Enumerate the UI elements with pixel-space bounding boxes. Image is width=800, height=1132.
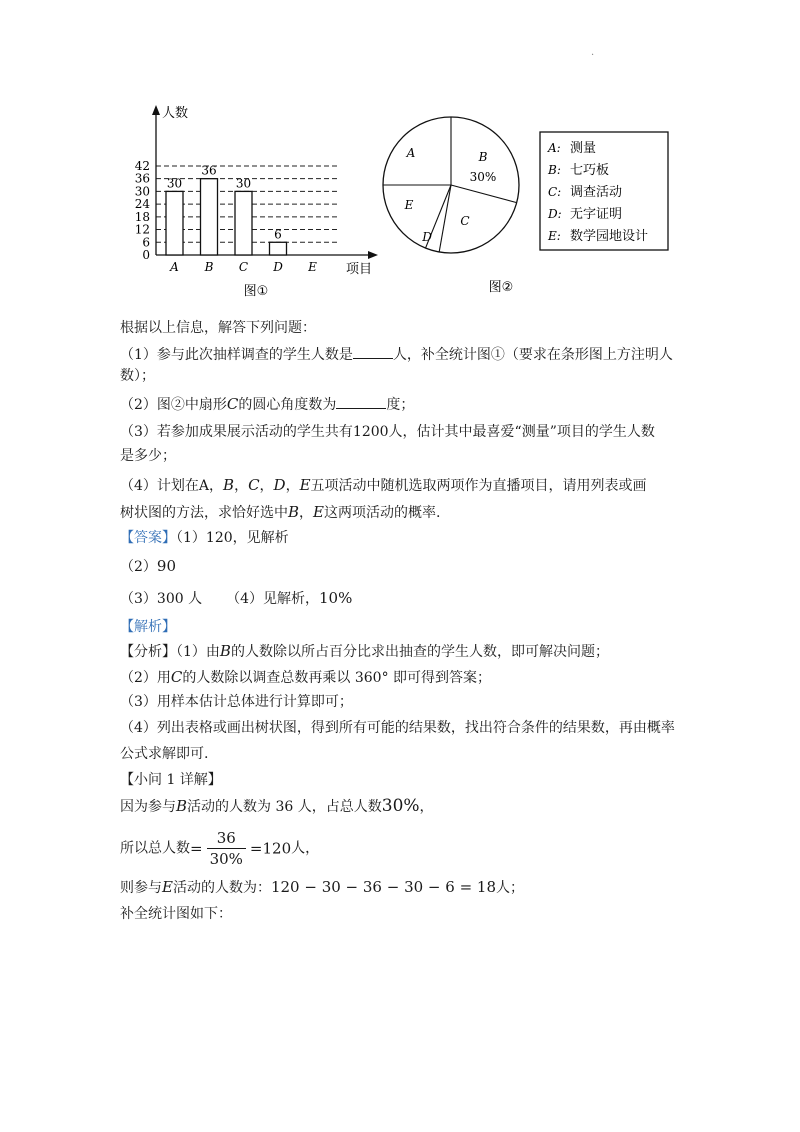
x-tick-label: A — [170, 260, 179, 274]
legend-text: 调查活动 — [570, 185, 623, 200]
legend-text: 数学园地设计 — [570, 229, 649, 244]
legend-key: D: — [548, 207, 562, 221]
answer-blank-1 — [353, 344, 393, 359]
question-3-cont: 是多少； — [120, 448, 176, 464]
y-tick-label: 36 — [134, 171, 150, 186]
analysis-4: （4）列出表格或画出树状图，得到所有可能的结果数，找出符合条件的结果数，再由概率 — [120, 720, 675, 736]
question-3: （3）若参加成果展示活动的学生共有1200人，估计其中最喜爱“测量”项目的学生人数 — [120, 424, 655, 440]
question-2: （2）图②中扇形C的圆心角度数为 度； — [120, 395, 415, 413]
x-tick-label: D — [273, 260, 283, 274]
detail-1: 因为参与B活动的人数为 36 人，占总人数30%， — [120, 796, 434, 816]
answer-3-4: （3）300 人 （4）见解析，10% — [120, 589, 353, 607]
pie-slice-label: B — [478, 150, 488, 164]
pie-percent-label: 30% — [469, 170, 497, 184]
y-axis-title: 人数 — [162, 106, 189, 121]
pie-slice-label: D — [422, 230, 432, 244]
bar-value-label: 6 — [274, 227, 282, 242]
fraction: $\frac{36}{30\%}$ — [207, 828, 246, 869]
legend-key: E: — [548, 229, 561, 243]
bar-value-label: 30 — [166, 176, 183, 191]
analysis-2: （2）用C的人数除以调查总数再乘以 360° 即可得到答案； — [120, 668, 492, 686]
analysis-4-cont: 公式求解即可. — [120, 746, 209, 762]
answer-tag: 【答案】 — [120, 530, 176, 546]
bar-chart-caption: 图① — [243, 284, 269, 299]
y-tick-label: 42 — [134, 158, 150, 173]
detail-2: 所以总人数= $\frac{36}{30\%}$ =120人， — [120, 829, 320, 868]
pie-slice-label: E — [404, 198, 414, 212]
question-4: （4）计划在A，B，C，D，E五项活动中随机选取两项作为直播项目，请用列表或画 — [120, 476, 647, 494]
subquestion-heading: 【小问 1 详解】 — [120, 772, 222, 788]
y-tick-label: 0 — [142, 248, 150, 262]
y-tick-label: 24 — [134, 197, 150, 212]
analysis-3: （3）用样本估计总体进行计算即可； — [120, 694, 353, 710]
legend-key: B: — [548, 163, 561, 177]
bar — [270, 242, 287, 255]
legend-key: A: — [548, 141, 561, 155]
x-tick-label: C — [238, 260, 249, 274]
legend-key: C: — [548, 185, 562, 199]
bar-chart — [118, 95, 678, 305]
question-1: （1）参与此次抽样调查的学生人数是 人，补全统计图①（要求在条形图上方注明人 — [120, 344, 673, 365]
pie-slice-label: C — [460, 214, 470, 228]
answer-2: （2）90 — [120, 557, 177, 575]
legend-text: 无字证明 — [570, 207, 623, 222]
legend-text: 测量 — [570, 141, 597, 156]
jiexi-tag: 【解析】 — [120, 619, 176, 635]
analysis-1: 【分析】（1）由B的人数除以所占百分比求出抽查的学生人数，即可解决问题； — [120, 642, 609, 660]
detail-3: 则参与E活动的人数为：120 − 30 − 36 − 30 − 6 = 18人； — [120, 878, 524, 896]
bar — [166, 191, 183, 255]
y-axis-arrow — [152, 105, 160, 115]
corner-dot: · — [591, 50, 595, 61]
x-axis-title: 项目 — [346, 262, 373, 277]
intro-text: 根据以上信息，解答下列问题： — [120, 320, 316, 336]
figure-area — [118, 95, 678, 305]
question-1-cont: 数）； — [120, 368, 155, 384]
x-tick-label: E — [308, 260, 317, 274]
bar — [201, 179, 218, 255]
pie-slice-label: A — [406, 146, 416, 160]
y-tick-label: 6 — [142, 235, 150, 250]
y-tick-label: 18 — [134, 209, 150, 224]
detail-4: 补全统计图如下： — [120, 906, 232, 922]
x-axis-arrow — [368, 251, 378, 259]
answer-blank-2 — [336, 394, 386, 409]
bar — [235, 191, 252, 255]
bar-value-label: 36 — [201, 163, 217, 178]
pie-chart-caption: 图② — [488, 280, 514, 295]
legend-text: 七巧板 — [570, 163, 610, 178]
y-tick-label: 12 — [134, 222, 150, 237]
answer-1: 【答案】（1）120，见解析 — [120, 530, 289, 546]
bar-value-label: 30 — [235, 176, 252, 191]
x-tick-label: B — [204, 260, 214, 274]
question-4-cont: 树状图的方法，求恰好选中B，E这两项活动的概率. — [120, 503, 441, 521]
y-tick-label: 30 — [134, 184, 150, 199]
